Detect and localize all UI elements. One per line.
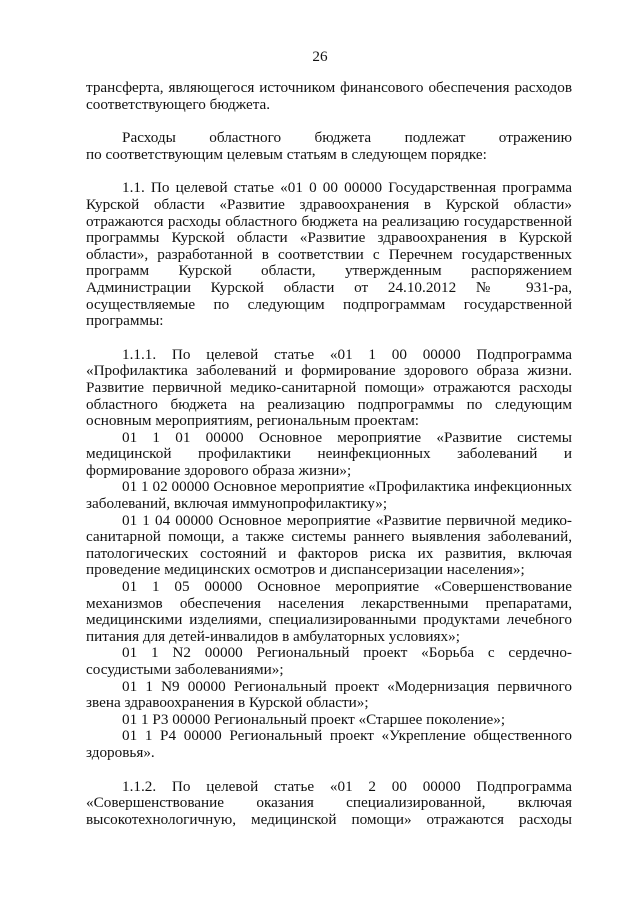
paragraph-expenses-intro-line1: Расходы областного бюджета подлежат отражению <box>122 129 572 147</box>
list-item-01-1-p3: 01 1 P3 00000 Региональный проект «Старшее поколение»; <box>122 710 506 728</box>
paragraph-transfer-continuation: трансферта, являющегося источником финансового обеспечения расходов соответствующего бюджета. <box>86 79 572 113</box>
list-item-01-1-n9: 01 1 N9 00000 Региональный проект «Модернизация первичного звена здравоохранения в Курской области»; <box>86 677 572 712</box>
page-number: 26 <box>312 48 328 65</box>
paragraph-expenses-intro-line2: по соответствующим целевым статьям в следующем порядке: <box>86 145 487 163</box>
document-body <box>86 80 572 828</box>
paragraph-1-1: 1.1. По целевой статье «01 0 00 00000 Государственная программа Курской области «Развитие здравоохранения в Курской области» отражаются расходы областного бюджета на реализацию государственной программы Курской области «Развитие здравоохранения в Курской области», разработанной в соответствии с Перечнем государственных программ Курской области, утвержденным распоряжением Администрации Курской области от 24.10.2012 № 931-ра, осуществляемые по следующим подпрограммам государственной программы: <box>86 179 572 330</box>
paragraph-1-1-1: 1.1.1. По целевой статье «01 1 00 00000 Подпрограмма «Профилактика заболеваний и формирование здорового образа жизни. Развитие первичной медико-санитарной помощи» отражаются расходы областного бюджета на реализацию подпрограммы по следующим основным мероприятиям, региональным проектам: <box>86 345 572 430</box>
list-item-01-1-01: 01 1 01 00000 Основное мероприятие «Развитие системы медицинской профилактики неинфекционных заболеваний и формирование здорового образа жизни»; <box>86 428 572 479</box>
list-item-01-1-04: 01 1 04 00000 Основное мероприятие «Развитие первичной медико-санитарной помощи, а также системы раннего выявления заболеваний, патологических состояний и факторов риска их развития, включая проведение медицинских осмотров и диспансеризации населения»; <box>86 511 572 579</box>
list-item-01-1-02: 01 1 02 00000 Основное мероприятие «Профилактика инфекционных заболеваний, включая иммунопрофилактику»; <box>86 478 572 513</box>
list-item-01-1-p4: 01 1 P4 00000 Региональный проект «Укрепление общественного здоровья». <box>86 727 572 761</box>
list-item-01-1-n2: 01 1 N2 00000 Региональный проект «Борьба с сердечно-сосудистыми заболеваниями»; <box>86 644 572 678</box>
paragraph-1-1-2: 1.1.2. По целевой статье «01 2 00 00000 Подпрограмма «Совершенствование оказания специализированной, включая высокотехнологичную, медицинской помощи» отражаются расходы <box>86 777 572 828</box>
list-item-01-1-05: 01 1 05 00000 Основное мероприятие «Совершенствование механизмов обеспечения населения лекарственными препаратами, медицинскими изделиями, специализированными продуктами лечебного питания для детей-инвалидов в амбулаторных условиях»; <box>86 578 572 645</box>
